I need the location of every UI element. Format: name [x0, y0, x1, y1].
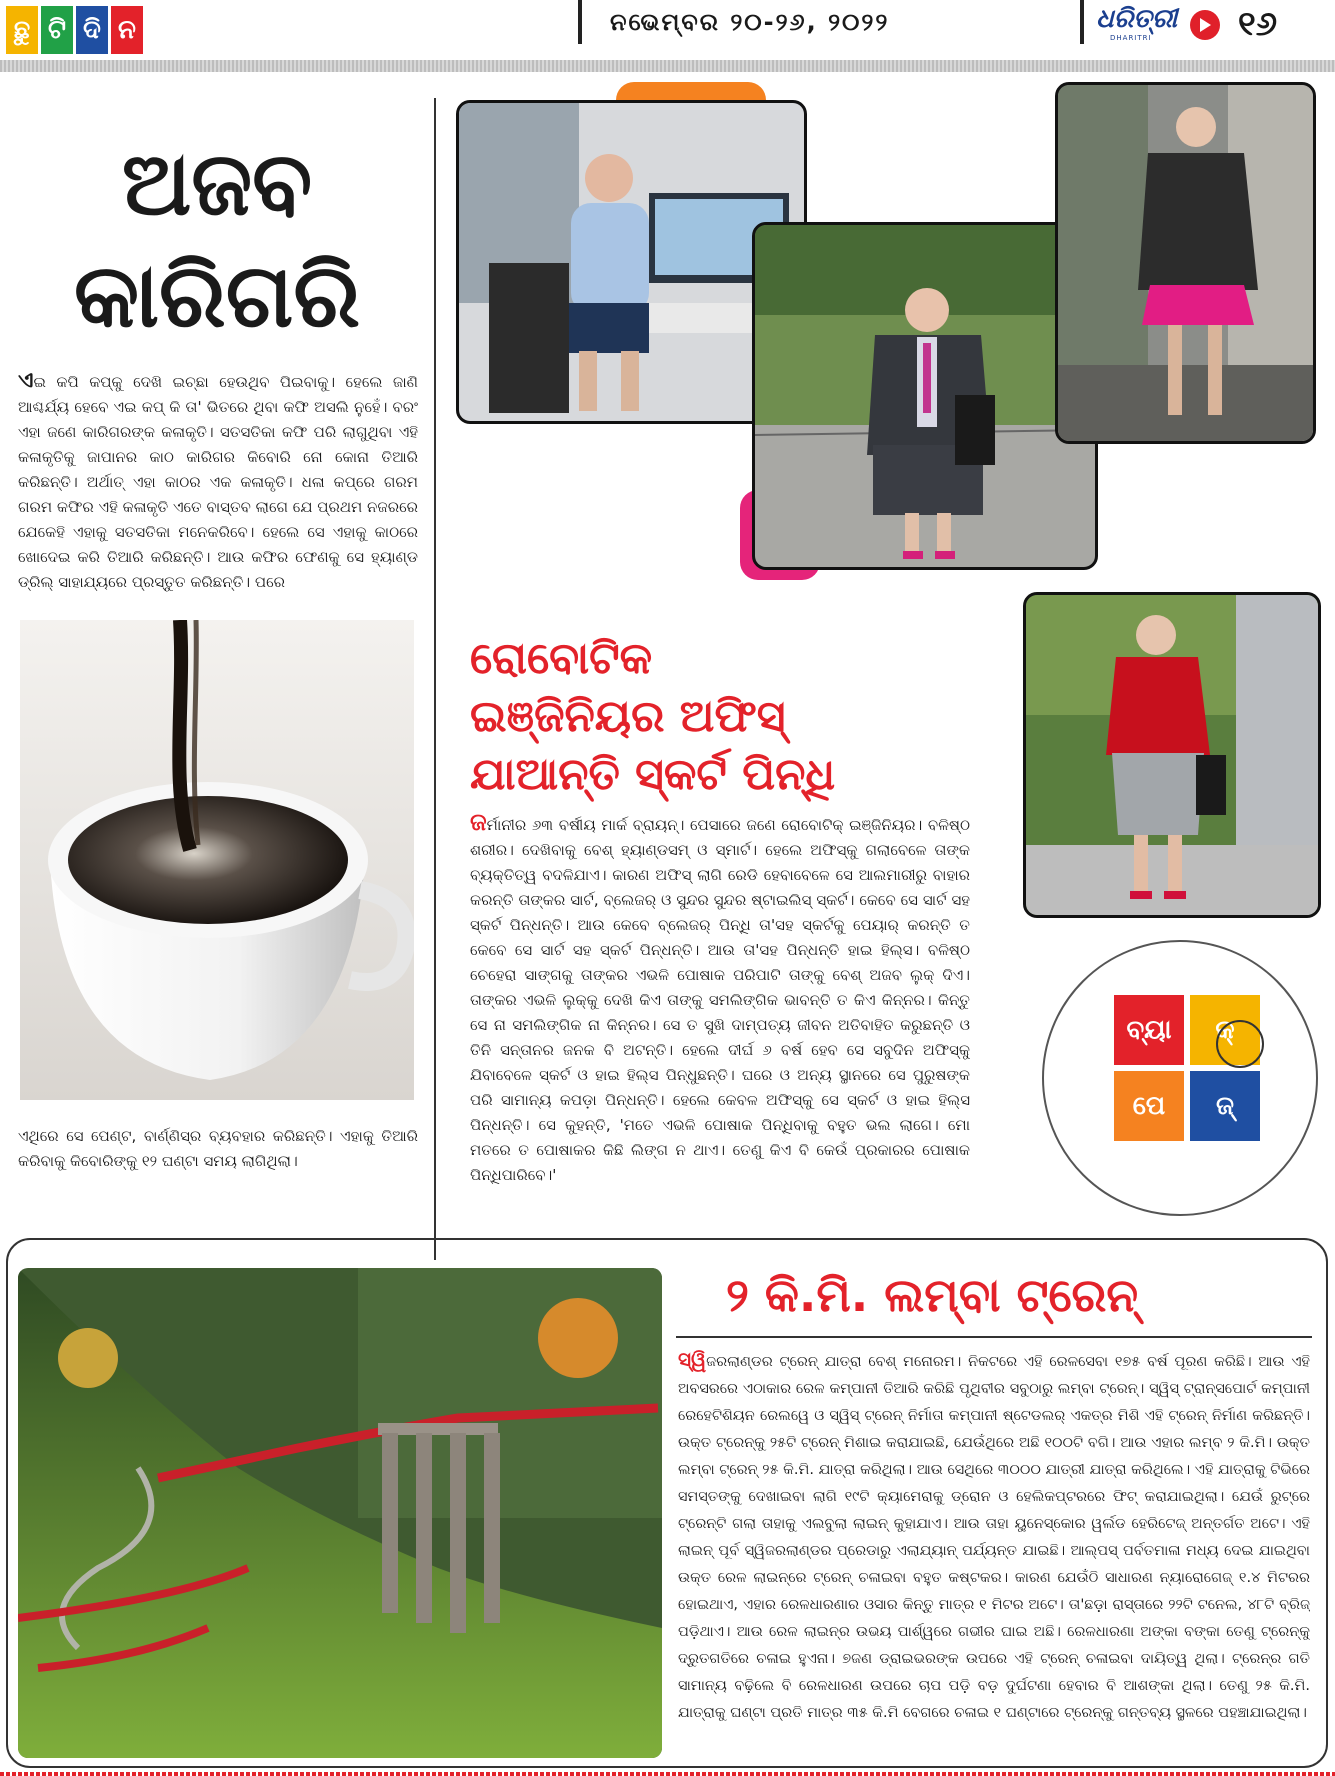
- coffee-article-body: [18, 368, 418, 608]
- brand-subtitle: DHARITRI: [1110, 34, 1152, 42]
- train-article-text: ଜରଲାଣ୍ଡର ଟ୍ରେନ୍ ଯାତ୍ରା ବେଶ୍ ମନୋରମ। ନିକଟରେ ଏହି ରେଳସେବା ୧୭୫ ବର୍ଷ ପୂରଣ କରିଛି। ଆଉ ଏହି ଅବସରରେ ଏଠାକାର ରେଳ କମ୍ପାନୀ ତିଆରି କରିଛି ପୃଥିବୀର ସବୁଠାରୁ ଲମ୍ବା ଟ୍ରେନ୍। ସ୍ୱିସ୍ ଟ୍ରାନ୍ସପୋର୍ଟ କମ୍ପାନୀ ରେହେଟିଶିୟନ ରେଲୱେ ଓ ସ୍ୱିସ୍ ଟ୍ରେନ୍ ନିର୍ମାତା କମ୍ପାନୀ ଷ୍ଟେଡଲର୍ ଏକତ୍ର ମିଶି ଏହି ଟ୍ରେନ୍ ନିର୍ମାଣ କରିଛନ୍ତି। ଉକ୍ତ ଟ୍ରେନ୍‌କୁ ୨୫ଟି ଟ୍ରେନ୍ ମିଶାଇ କରାଯାଇଛି, ଯେଉଁଥିରେ ଅଛି ୧୦୦ଟି ବଗି। ଆଉ ଏହାର ଲମ୍ବ ୨ କି.ମି। ଉକ୍ତ ଲମ୍ବା ଟ୍ରେନ୍ ୨୫ କି.ମି. ଯାତ୍ରା କରିଥିଲା। ଆଉ ସେଥିରେ ୩୦୦୦ ଯାତ୍ରୀ ଯାତ୍ରା କରିଥିଲେ। ଏହି ଯାତ୍ରାକୁ ଟିଭିରେ ସମସ୍ତଙ୍କୁ ଦେଖାଇବା ଲାଗି ୧୯ଟି କ୍ୟାମେରାକୁ ଡ୍ରୋନ ଓ ହେଲିକପ୍ଟରରେ ଫିଟ୍ କରାଯାଇଥିଲା। ଯେଉଁ ରୁଟ୍‌ରେ ଟ୍ରେନ୍‌ଟି ଗଲା ତାହାକୁ ଏଲବୁଲା ଲାଇନ୍ କୁହାଯାଏ। ଆଉ ତାହା ୟୁନେସ୍କୋର ୱର୍ଲଡ ହେରିଟେଜ୍ ଅନ୍ତର୍ଗତ ଅଟେ। ଏହି ଲାଇନ୍ ପୂର୍ବ ସ୍ୱିଜରଲାଣ୍ଡର ପ୍ରେଡାରୁ ଏଲାଯ୍ୟାନ୍ ପର୍ଯ୍ୟନ୍ତ ଯାଇଛି। ଆଲ୍ପସ୍ ପର୍ବତମାଳା ମଧ୍ୟ ଦେଇ ଯାଇଥିବା ଉକ୍ତ ରେଳ ଲାଇନ୍‌ରେ ଟ୍ରେନ୍ ଚଳାଇବା ବହୁତ କଷ୍ଟକର। କାରଣ ଯେଉଁଠି ସାଧାରଣ ନ୍ୟାରୋଗେଜ୍ ୧.୪ ମିଟରର ହୋଇଥାଏ, ଏହାର ରେଳଧାରଣାର ଓସାର କିନ୍ତୁ ମାତ୍ର ୧ ମିଟର ଅଟେ। ତା'ଛଡ଼ା ରାସ୍ତାରେ ୨୨ଟି ଟନେଲ, ୪୮ଟି ବ୍ରିଜ୍ ପଡ଼ିଥାଏ। ଆଉ ରେଳ ଲାଇନ୍‌ର ଉଭୟ ପାର୍ଶ୍ୱରେ ଗଭୀର ଘାଇ ଅଛି। ରେଳଧାରଣା ଅଙ୍କା ବଙ୍କା ତେଣୁ ଟ୍ରେନ୍‌କୁ ଦ୍ରୁତଗତିରେ ଚଳାଇ ହୁଏନା। ୭ଜଣ ଡ୍ରାଇଭରଙ୍କ ଉପରେ ଏହି ଟ୍ରେନ୍ ଚଳାଇବା ଦାୟିତ୍ୱ ଥିଲା। ଟ୍ରେନ୍‌ର ଗତି ସାମାନ୍ୟ ବଢ଼ିଲେ ବି ରେଳଧାରଣ ଉପରେ ଚାପ ପଡ଼ି ବଡ଼ ଦୁର୍ଘଟଣା ହେବାର ବି ଆଶଙ୍କା ଥିଲା। ତେଣୁ ୨୫ କି.ମି. ଯାତ୍ରାକୁ ଘଣ୍ଟା ପ୍ରତି ମାତ୍ର ୩୫ କି.ମି ବେଗରେ ଚଳାଇ ୧ ଘଣ୍ଟାରେ ଟ୍ରେନ୍‌କୁ ଗନ୍ତବ୍ୟ ସ୍ଥଳରେ ପହଞ୍ଚାଯାଇଥିଲା।: [678, 1354, 1310, 1721]
- article-title-line1: ଅଜବ: [121, 132, 313, 235]
- brand-logo: ଧରିତ୍ରୀ: [1096, 4, 1178, 34]
- logo-letter: ଛୁ: [6, 6, 38, 54]
- robot-article-headline: [470, 630, 1000, 804]
- headline-line: ଇଞ୍ଜିନିୟର ଅଫିସ୍: [470, 691, 786, 742]
- logo-letter: ଦି: [76, 6, 108, 54]
- back-page-tile: କ୍: [1190, 995, 1260, 1065]
- section-logo: [6, 6, 143, 54]
- play-icon: [1190, 10, 1220, 40]
- train-viaduct-photo: [18, 1268, 662, 1758]
- page-number: ୧୬: [1238, 4, 1278, 44]
- coffee-cup-photo: [20, 620, 414, 1100]
- header-divider: [1080, 0, 1084, 44]
- red-shirt-photo: [1023, 592, 1321, 918]
- back-page-tile: ବ୍ୟା: [1114, 995, 1184, 1065]
- dropcap: ଜ: [470, 810, 487, 836]
- railway-platform-photo: [752, 222, 1098, 570]
- headline-line: ରୋବୋଟିକ: [470, 633, 653, 684]
- street-trenchcoat-photo: [1055, 82, 1316, 444]
- train-article-body: [678, 1346, 1310, 1756]
- headline-rule: [676, 1336, 1312, 1338]
- train-article-headline: ୨ କି.ମି. ଲମ୍ବା ଟ୍ରେନ୍: [726, 1268, 1139, 1322]
- coffee-photo-caption: ଏଥିରେ ସେ ପେଣ୍ଟ, ବାର୍ଣ୍ଣିସ୍‌ର ବ୍ୟବହାର କରିଛନ୍ତି। ଏହାକୁ ତିଆରି କରିବାକୁ କିବୋରିଙ୍କୁ ୧୨ ଘଣ୍ଟା ସମୟ ଲାଗିଥିଲା।: [18, 1127, 418, 1170]
- dropcap: ସ୍ୱି: [678, 1347, 707, 1371]
- header-rule: [0, 60, 1335, 72]
- logo-letter: ନ: [111, 6, 143, 54]
- header-divider: [578, 0, 582, 44]
- logo-letter: ଟି: [41, 6, 73, 54]
- back-page-tile: ଜ୍: [1190, 1071, 1260, 1141]
- robot-article-text: ର୍ମାନୀର ୬୩ ବର୍ଷୀୟ ମାର୍କ ବ୍ରାୟନ୍। ପେସାରେ ଜଣେ ରୋବୋଟିକ୍ ଇଞ୍ଜିନିୟର। ବଳିଷ୍ଠ ଶରୀର। ଦେଖିବାକୁ ବେଶ୍ ହ୍ୟାଣ୍ଡସମ୍ ଓ ସ୍ମାର୍ଟ। ହେଲେ ଅଫିସ୍‌କୁ ଗଲାବେଳେ ତାଙ୍କ ବ୍ୟକ୍ତିତ୍ୱ ବଦଳିଯାଏ। କାରଣ ଅଫିସ୍ ଲାଗି ରେଡି ହେବାବେଳେ ସେ ଆଲମାରୀରୁ ବାହାର କରନ୍ତି ତାଙ୍କର ସାର୍ଟ, ବ୍ଲେଜର୍ ଓ ସୁନ୍ଦର ସୁନ୍ଦର ଷ୍ଟାଇଲିସ୍ ସ୍କର୍ଟ। କେବେ ସେ ସାର୍ଟ ସହ ସ୍କର୍ଟ ପିନ୍ଧନ୍ତି। ଆଉ କେବେ ବ୍ଲେଜର୍ ପିନ୍ଧି ତା'ସହ ସ୍କର୍ଟକୁ ପେୟାର୍ କରନ୍ତି ତ କେବେ ସେ ସାର୍ଟ ସହ ସ୍କର୍ଟ ପିନ୍ଧନ୍ତି। ଆଉ ତା'ସହ ପିନ୍ଧନ୍ତି ହାଇ ହିଲ୍ସ। ବଳିଷ୍ଠ ଚେହେରା ସାଙ୍ଗକୁ ତାଙ୍କର ଏଭଳି ପୋଷାକ ପରିପାଟି ତାଙ୍କୁ ବେଶ୍ ଅଜବ ଲୁକ୍ ଦିଏ। ତାଙ୍କର ଏଭଳି ଲୁକ୍‌କୁ ଦେଖି କିଏ ତାଙ୍କୁ ସମଲିଙ୍ଗିକ ଭାବନ୍ତି ତ କିଏ କିନ୍ନର। କିନ୍ତୁ ସେ ନା ସମଲିଙ୍ଗିକ ନା କିନ୍ନର। ସେ ତ ସୁଖି ଦାମ୍ପତ୍ୟ ଜୀବନ ଅତିବାହିତ କରୁଛନ୍ତି ଓ ତିନି ସନ୍ତାନର ଜନକ ବି ଅଟନ୍ତି। ହେଲେ ଦୀର୍ଘ ୬ ବର୍ଷ ହେବ ସେ ସବୁଦିନ ଅଫିସ୍‌କୁ ଯିବାବେଳେ ସ୍କର୍ଟ ଓ ହାଇ ହିଲ୍ସ ପିନ୍ଧୁଛନ୍ତି। ଘରେ ଓ ଅନ୍ୟ ସ୍ଥାନରେ ସେ ପୁରୁଷଙ୍କ ପରି ସାମାନ୍ୟ କପଡ଼ା ପିନ୍ଧନ୍ତି। ହେଲେ କେବଳ ଅଫିସ୍‌କୁ ସେ ସ୍କର୍ଟ ଓ ହାଇ ହିଲ୍ସ ପିନ୍ଧନ୍ତି। ସେ କୁହନ୍ତି, 'ମତେ ଏଭଳି ପୋଷାକ ପିନ୍ଧିବାକୁ ବହୁତ ଭଲ ଲାଗେ। ମୋ ମତରେ ତ ପୋଷାକର କିଛି ଲିଙ୍ଗ ନ ଥାଏ। ତେଣୁ କିଏ ବି କେଉଁ ପ୍ରକାରର ପୋଷାକ ପିନ୍ଧିପାରିବେ।': [470, 816, 970, 1184]
- footer-rule: [0, 1772, 1335, 1776]
- magnifier-icon: [1216, 1020, 1264, 1068]
- dropcap: ଏ: [18, 368, 34, 393]
- article-title-line2: କାରିଗରି: [73, 244, 361, 347]
- robot-article-body: [470, 810, 970, 1185]
- column-divider: [434, 98, 436, 1260]
- headline-line: ଯାଆନ୍ତି ସ୍କର୍ଟ ପିନ୍ଧି: [470, 749, 836, 800]
- issue-date: ନଭେମ୍ବର ୨୦-୨୬, ୨୦୨୨: [610, 8, 890, 36]
- coffee-article-text: ଇ କପି କପ୍‌କୁ ଦେଖି ଇଚ୍ଛା ହେଉଥିବ ପିଇବାକୁ। ହେଲେ ଜାଣି ଆଶ୍ଚର୍ଯ୍ୟ ହେବେ ଏଇ କପ୍ କି ତା' ଭିତରେ ଥିବା କଫି ଅସଲି ନୁହେଁ। ବରଂ ଏହା ଜଣେ କାରିଗରଙ୍କ କଳାକୃତି। ସତସତିକା କଫି ପରି ଲାଗୁଥିବା ଏହି କଳାକୃତିକୁ ଜାପାନର କାଠ କାରିଗର କିବୋରି ନୋ କୋନା ତିଆରି କରିଛନ୍ତି। ଅର୍ଥାତ୍ ଏହା କାଠର ଏକ କଳାକୃତି। ଧଳା କପ୍‌ରେ ଗରମ ଗରମ କଫିର ଏହି କଳାକୃତି ଏତେ ବାସ୍ତବ ଲାଗେ ଯେ ପ୍ରଥମ ନଜରରେ ଯେକେହି ଏହାକୁ ସତସତିକା ମନେକରିବେ। ହେଲେ ସେ ଏହାକୁ କାଠରେ ଖୋଦେଇ କରି ତିଆରି କରିଛନ୍ତି। ଆଉ କଫିର ଫେଣକୁ ସେ ହ୍ୟାଣ୍ଡ ଡ୍ରିଲ୍ ସାହାଯ୍ୟରେ ପ୍ରସ୍ତୁତ କରିଛନ୍ତି। ପରେ: [18, 373, 418, 591]
- back-page-tile: ପେ: [1114, 1071, 1184, 1141]
